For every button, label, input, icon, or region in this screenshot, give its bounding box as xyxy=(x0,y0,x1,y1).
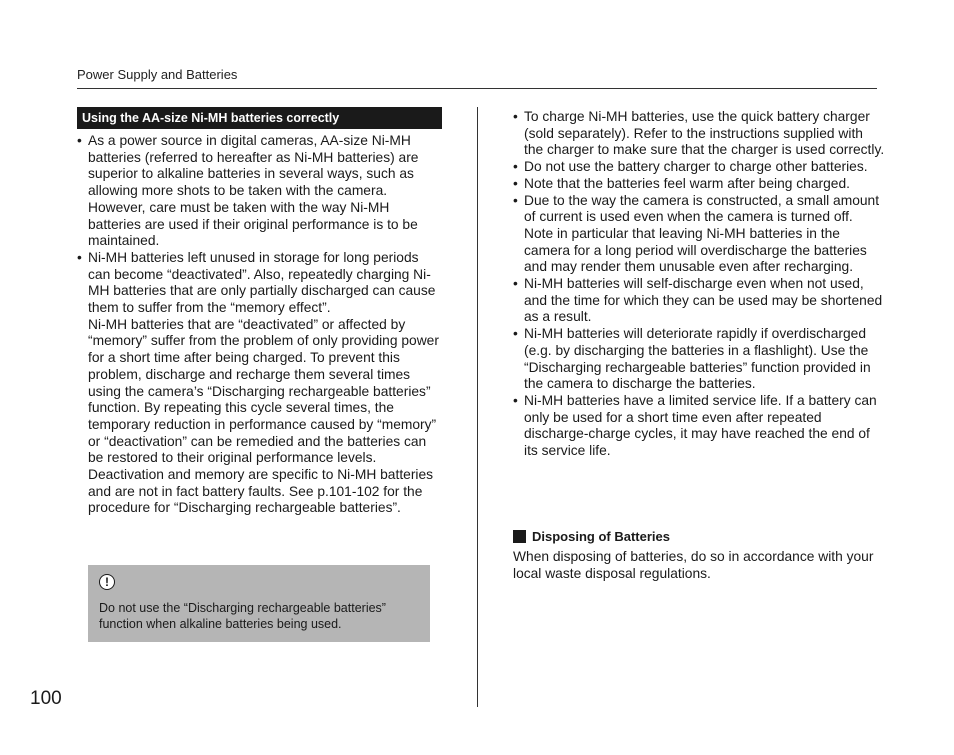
list-item: • Note that the batteries feel warm after being charged. xyxy=(513,176,885,193)
section-title: Using the AA-size Ni-MH batteries correctly xyxy=(77,107,442,129)
paragraph: Ni-MH batteries that are “deactivated” or affected by “memory” suffer from the problem of only providing power for a short time after being charged. To prevent this problem, discharge and recharge them several times using the camera’s “Discharging rechargeable batteries” function. By repeating this cycle several times, the temporary reduction in performance caused by “memory” or “deactivation” can be remedied and the batteries can be restored to their original performance levels. xyxy=(88,316,439,466)
list-item: • Ni-MH batteries will self-discharge even when not used, and the time for which they can be used may be shortened as a result. xyxy=(513,276,885,326)
right-bullet-list xyxy=(513,109,885,460)
list-item: • To charge Ni-MH batteries, use the quick battery charger (sold separately). Refer to the instructions supplied with the charger to make sure that the charger is used correctly. xyxy=(513,109,885,159)
caution-icon: ! xyxy=(99,574,115,590)
caution-text: Do not use the “Discharging rechargeable batteries” function when alkaline batteries being used. xyxy=(99,601,386,631)
square-bullet-icon xyxy=(513,530,526,543)
column-divider xyxy=(477,107,478,707)
header-rule xyxy=(77,88,877,89)
running-title: Power Supply and Batteries xyxy=(77,67,238,82)
list-item xyxy=(77,250,442,517)
list-item: • Ni-MH batteries have a limited service life. If a battery can only be used for a short time even after repeated discharge-charge cycles, it may have reached the end of its service life. xyxy=(513,393,885,460)
caution-box xyxy=(88,565,430,642)
disposal-text: When disposing of batteries, do so in accordance with your local waste disposal regulations. xyxy=(513,549,874,581)
disposal-heading xyxy=(513,529,670,544)
paragraph: • As a power source in digital cameras, AA-size Ni-MH batteries (referred to hereafter as Ni-MH batteries) are superior to alkaline batteries in several ways, such as allowing more shots to be taken with the camera. However, care must be taken with the way Ni-MH batteries are used if their original performance is to be maintained. xyxy=(88,133,419,249)
left-bullet-list xyxy=(77,133,442,517)
paragraph: Deactivation and memory are specific to Ni-MH batteries and are not in fact battery faults. See p.101-102 for the procedure for “Discharging rechargeable batteries”. xyxy=(88,467,434,516)
paragraph: • Ni-MH batteries left unused in storage for long periods can become “deactivated”. Also, repeatedly charging Ni-MH batteries that are only partially discharged can cause them to suffer from the “memory effect”. xyxy=(88,249,436,316)
list-item: • Due to the way the camera is constructed, a small amount of current is used even when the camera is turned off. Note in particular that leaving Ni-MH batteries in the camera for a long period will overdischarge the batteries and may render them unusable even after recharging. xyxy=(513,193,885,277)
page-number: 100 xyxy=(30,688,62,709)
list-item: • Do not use the battery charger to charge other batteries. xyxy=(513,159,885,176)
list-item: • Ni-MH batteries will deteriorate rapidly if overdischarged (e.g. by discharging the batteries in a flashlight). Use the “Discharging rechargeable batteries” function provided in the camera to discharge the batteries. xyxy=(513,326,885,393)
list-item xyxy=(77,133,442,250)
disposal-heading-label: Disposing of Batteries xyxy=(532,529,670,544)
